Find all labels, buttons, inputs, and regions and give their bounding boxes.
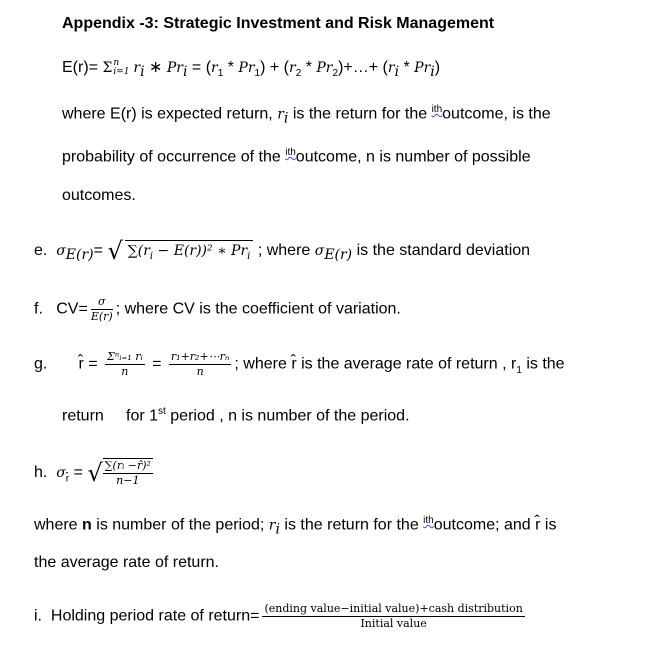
item-i-holding-period: i. Holding period rate of return= $\frac{\text{(ending value−initial value)+cash distribution}}{\text{Initial value}}$	[34, 602, 523, 630]
description-line-2: probability of occurrence of the $^{ith}$outcome, n is number of possible	[62, 147, 531, 166]
paragraph-line-2: the average rate of return.	[34, 554, 219, 571]
item-e-std-dev: e. $\sigma_{E(r)}=$ √ $\sum(r_i - E(r))^2$ ∗ $Pr_i$ ; where $\sigma_{E(r)}$ is the standard deviation	[34, 240, 530, 267]
expected-return-formula: E(r)= Σn i=1 $r_i$ ∗ $Pr_i = (r_1 * Pr_1) + (r_2$ * $Pr_2)+\dots+ (r_i * Pr_i)$	[62, 57, 441, 81]
item-h-sample-std-dev: h. $\sigma_{r̂}$ = √ $\frac{\text{∑(rᵢ −r̂)²}}{n-1}$	[34, 459, 151, 487]
item-f-cv: f. CV= $\frac{\sigma}{E(r)}$ ; where CV is the coefficient of variation.	[34, 295, 401, 323]
description-line-1: where E(r) is expected return, $r_i$ is the return for the $^{ith}$outcome, is the	[62, 104, 551, 127]
description-line-3: outcomes.	[62, 187, 136, 204]
paragraph-line-1: where n is number of the period; $r_i$ is the return for the $^{ith}$outcome; and r̂ is	[34, 515, 557, 538]
sum-limits: n i=1	[113, 57, 130, 77]
appendix-title: Appendix -3: Strategic Investment and Risk Management	[62, 15, 495, 32]
item-g-line-2: return for 1st period , n is number of the period.	[62, 406, 410, 425]
item-g-average-return: g. r̂ = $\frac{\text{Σⁿᵢ₌₁ rᵢ}}{n}$ = $\frac{\text{r₁+r₂+⋯rₙ}}{n}$ ; where r̂ is the average rate of return , $r_1$ is the	[34, 350, 565, 378]
